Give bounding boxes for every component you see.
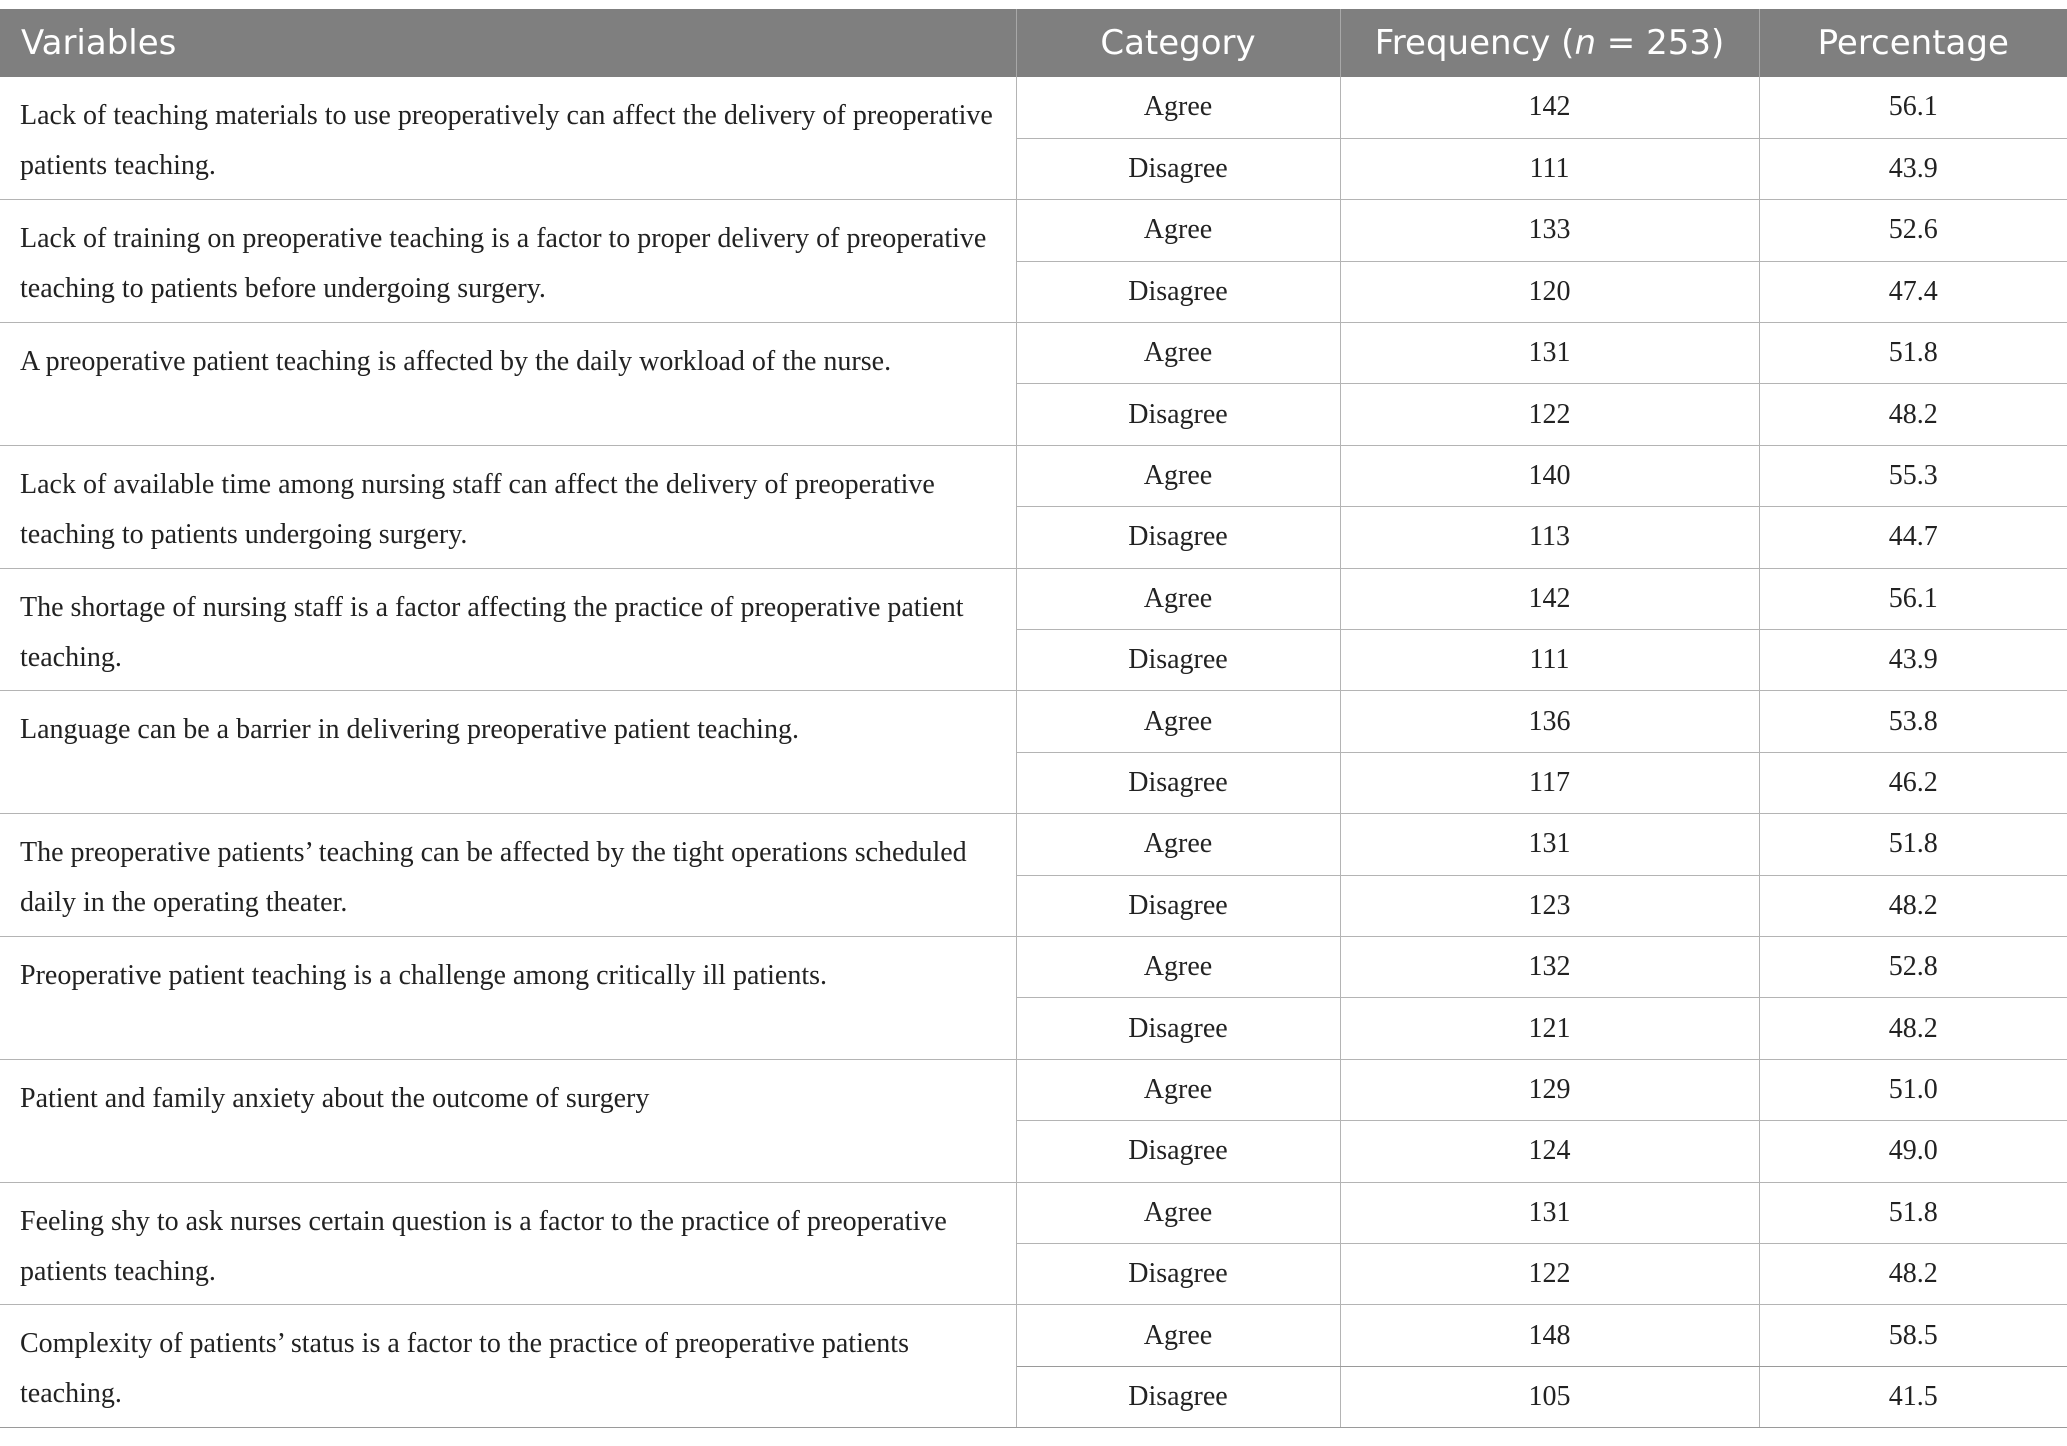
category-cell: Agree xyxy=(1016,445,1340,506)
frequency-cell: 105 xyxy=(1340,1366,1759,1427)
frequency-cell: 142 xyxy=(1340,568,1759,629)
frequency-cell: 122 xyxy=(1340,384,1759,445)
category-cell: Agree xyxy=(1016,77,1340,138)
category-cell: Disagree xyxy=(1016,138,1340,199)
header-frequency-n: n xyxy=(1574,23,1596,63)
percentage-cell: 51.8 xyxy=(1759,323,2067,384)
survey-table xyxy=(0,9,2067,1428)
category-cell: Agree xyxy=(1016,568,1340,629)
category-cell: Disagree xyxy=(1016,630,1340,691)
table-row xyxy=(0,691,2067,752)
header-frequency xyxy=(1340,9,1759,77)
header-percentage: Percentage xyxy=(1817,23,2009,63)
percentage-cell: 51.8 xyxy=(1759,1182,2067,1243)
frequency-cell: 111 xyxy=(1340,138,1759,199)
table-row xyxy=(0,77,2067,138)
table-row xyxy=(0,200,2067,261)
table-row xyxy=(0,814,2067,875)
category-cell: Agree xyxy=(1016,936,1340,997)
category-cell: Disagree xyxy=(1016,1121,1340,1182)
variable-cell: The shortage of nursing staff is a factor affecting the practice of preoperative patient teaching. xyxy=(0,568,1016,691)
percentage-cell: 58.5 xyxy=(1759,1305,2067,1366)
table-header xyxy=(0,9,2067,77)
frequency-cell: 140 xyxy=(1340,445,1759,506)
frequency-cell: 124 xyxy=(1340,1121,1759,1182)
category-cell: Disagree xyxy=(1016,1366,1340,1427)
percentage-cell: 49.0 xyxy=(1759,1121,2067,1182)
header-frequency-suffix: = 253) xyxy=(1596,23,1725,63)
variable-cell: Feeling shy to ask nurses certain question is a factor to the practice of preoperative patients teaching. xyxy=(0,1182,1016,1305)
percentage-cell: 48.2 xyxy=(1759,875,2067,936)
frequency-cell: 121 xyxy=(1340,998,1759,1059)
percentage-cell: 53.8 xyxy=(1759,691,2067,752)
category-cell: Agree xyxy=(1016,200,1340,261)
percentage-cell: 51.0 xyxy=(1759,1059,2067,1120)
category-cell: Disagree xyxy=(1016,1243,1340,1304)
percentage-cell: 56.1 xyxy=(1759,568,2067,629)
category-cell: Agree xyxy=(1016,1059,1340,1120)
percentage-cell: 41.5 xyxy=(1759,1366,2067,1427)
variable-cell: Patient and family anxiety about the outcome of surgery xyxy=(0,1059,1016,1182)
table-row xyxy=(0,323,2067,384)
table-body xyxy=(0,77,2067,1428)
percentage-cell: 52.8 xyxy=(1759,936,2067,997)
variable-cell: Lack of teaching materials to use preoperatively can affect the delivery of preoperative patients teaching. xyxy=(0,77,1016,200)
percentage-cell: 48.2 xyxy=(1759,998,2067,1059)
frequency-cell: 113 xyxy=(1340,507,1759,568)
header-frequency-prefix: Frequency ( xyxy=(1374,23,1575,63)
frequency-cell: 120 xyxy=(1340,261,1759,322)
frequency-cell: 142 xyxy=(1340,77,1759,138)
table-row xyxy=(0,1059,2067,1120)
variable-cell: A preoperative patient teaching is affected by the daily workload of the nurse. xyxy=(0,323,1016,446)
table-row xyxy=(0,936,2067,997)
category-cell: Agree xyxy=(1016,814,1340,875)
table-row xyxy=(0,445,2067,506)
category-cell: Disagree xyxy=(1016,752,1340,813)
frequency-cell: 123 xyxy=(1340,875,1759,936)
category-cell: Disagree xyxy=(1016,261,1340,322)
variable-cell: Lack of training on preoperative teaching is a factor to proper delivery of preoperative teaching to patients before undergoing surgery. xyxy=(0,200,1016,323)
frequency-cell: 129 xyxy=(1340,1059,1759,1120)
variable-cell: Complexity of patients’ status is a factor to the practice of preoperative patients teaching. xyxy=(0,1305,1016,1428)
percentage-cell: 43.9 xyxy=(1759,630,2067,691)
percentage-cell: 51.8 xyxy=(1759,814,2067,875)
category-cell: Agree xyxy=(1016,1182,1340,1243)
category-cell: Agree xyxy=(1016,691,1340,752)
header-variables: Variables xyxy=(0,9,1016,77)
frequency-cell: 117 xyxy=(1340,752,1759,813)
percentage-cell: 48.2 xyxy=(1759,1243,2067,1304)
percentage-cell: 52.6 xyxy=(1759,200,2067,261)
frequency-cell: 131 xyxy=(1340,814,1759,875)
frequency-cell: 133 xyxy=(1340,200,1759,261)
header-row xyxy=(0,9,2067,77)
percentage-cell: 55.3 xyxy=(1759,445,2067,506)
table-row xyxy=(0,1182,2067,1243)
frequency-cell: 148 xyxy=(1340,1305,1759,1366)
variable-cell: Preoperative patient teaching is a challenge among critically ill patients. xyxy=(0,936,1016,1059)
header-category: Category xyxy=(1016,9,1340,77)
frequency-cell: 132 xyxy=(1340,936,1759,997)
percentage-cell: 47.4 xyxy=(1759,261,2067,322)
category-cell: Disagree xyxy=(1016,384,1340,445)
percentage-cell: 43.9 xyxy=(1759,138,2067,199)
percentage-cell: 48.2 xyxy=(1759,384,2067,445)
variable-cell: The preoperative patients’ teaching can be affected by the tight operations scheduled daily in the operating theater. xyxy=(0,814,1016,937)
table-row xyxy=(0,568,2067,629)
category-cell: Disagree xyxy=(1016,998,1340,1059)
variable-cell: Lack of available time among nursing staff can affect the delivery of preoperative teaching to patients undergoing surgery. xyxy=(0,445,1016,568)
percentage-cell: 44.7 xyxy=(1759,507,2067,568)
variable-cell: Language can be a barrier in delivering preoperative patient teaching. xyxy=(0,691,1016,814)
percentage-cell: 56.1 xyxy=(1759,77,2067,138)
percentage-cell: 46.2 xyxy=(1759,752,2067,813)
frequency-cell: 136 xyxy=(1340,691,1759,752)
table-row xyxy=(0,1305,2067,1366)
frequency-cell: 131 xyxy=(1340,1182,1759,1243)
frequency-cell: 111 xyxy=(1340,630,1759,691)
frequency-cell: 131 xyxy=(1340,323,1759,384)
category-cell: Disagree xyxy=(1016,507,1340,568)
category-cell: Disagree xyxy=(1016,875,1340,936)
category-cell: Agree xyxy=(1016,323,1340,384)
frequency-cell: 122 xyxy=(1340,1243,1759,1304)
category-cell: Agree xyxy=(1016,1305,1340,1366)
